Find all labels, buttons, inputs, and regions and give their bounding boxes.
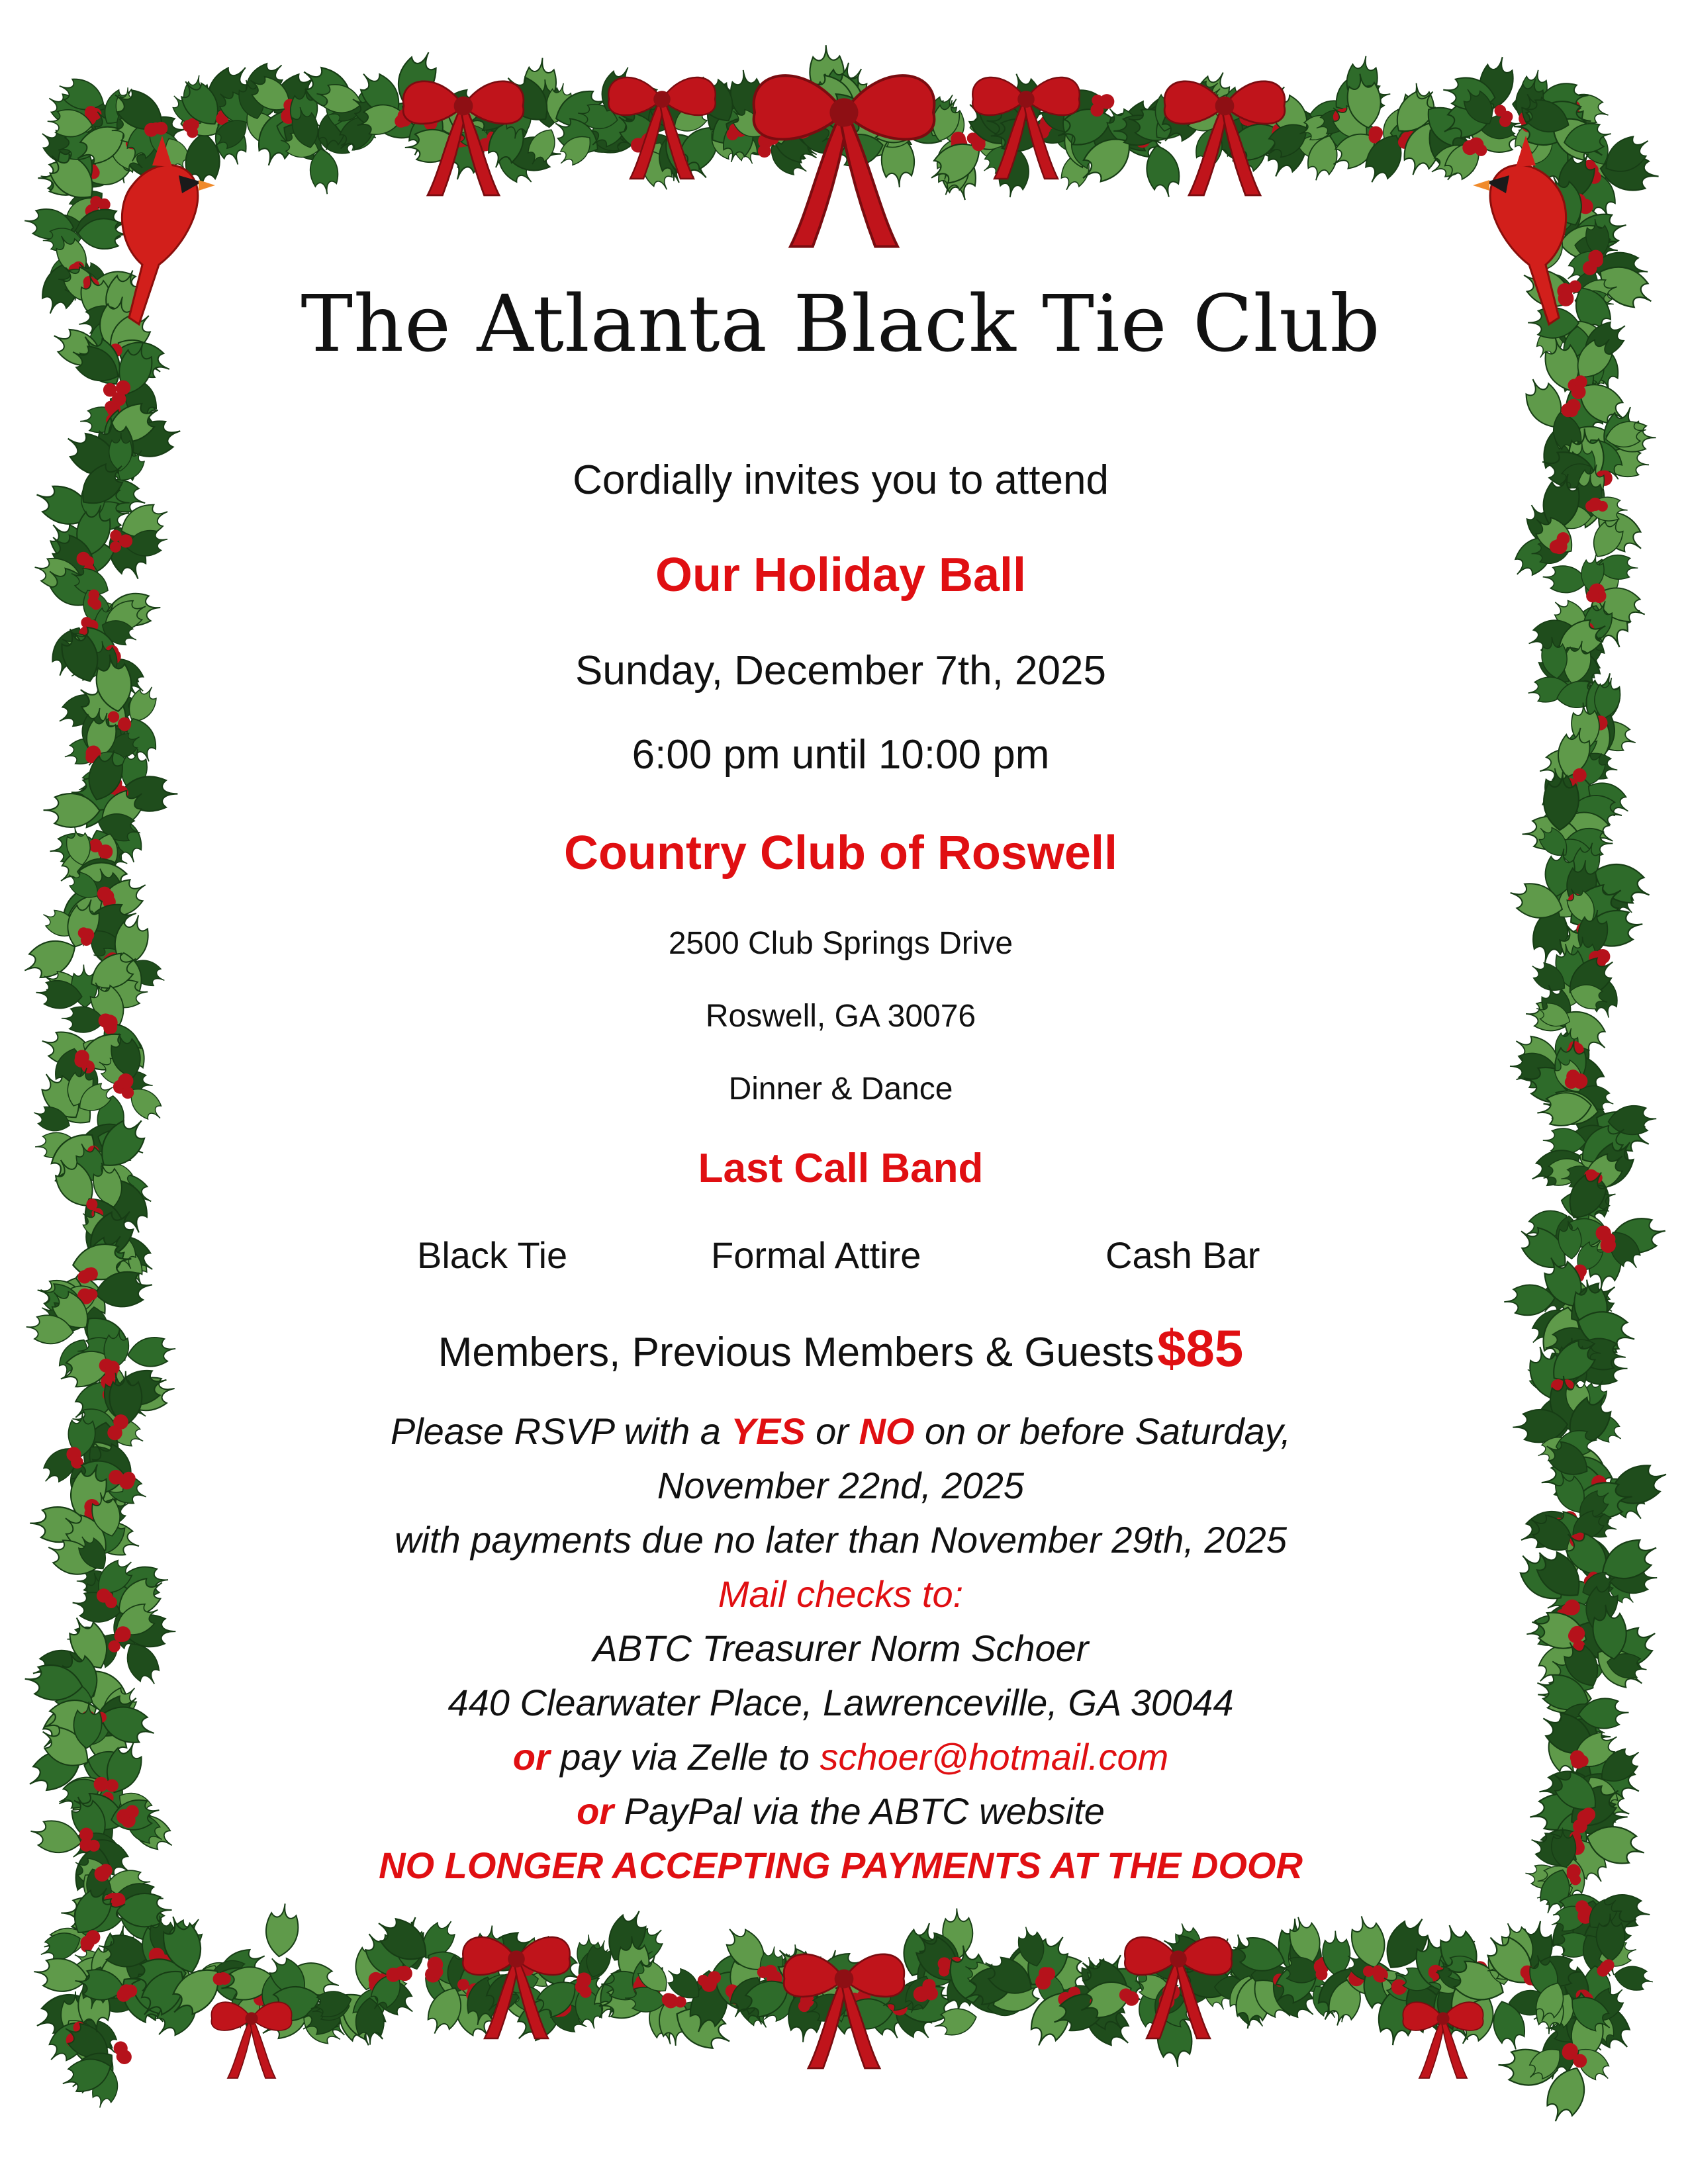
club-title: The Atlanta Black Tie Club [301, 278, 1381, 369]
rsvp-no: NO [859, 1410, 915, 1452]
price: $85 [1157, 1319, 1244, 1377]
paypal-line [278, 1790, 1403, 1833]
rsvp-text: Please RSVP with a [390, 1410, 721, 1452]
rsvp-line1 [278, 1410, 1403, 1453]
pricing-line [278, 1318, 1403, 1379]
zelle-email-link[interactable]: schoer@hotmail.com [820, 1736, 1169, 1778]
zelle-text: pay via Zelle to [560, 1736, 810, 1778]
or-label: or [577, 1790, 614, 1832]
attire-black-tie: Black Tie [417, 1234, 568, 1276]
mail-label: Mail checks to: [718, 1573, 964, 1615]
attire-formal: Formal Attire [711, 1234, 921, 1276]
invite-line: Cordially invites you to attend [573, 457, 1109, 503]
red-bow-icon [1403, 2002, 1483, 2078]
rsvp-deadline-text: on or before Saturday, [925, 1410, 1291, 1452]
event-time: 6:00 pm until 10:00 pm [632, 732, 1050, 778]
treasurer-address: 440 Clearwater Place, Lawrenceville, GA 30044 [447, 1682, 1234, 1723]
zelle-line [278, 1735, 1403, 1778]
address-line1: 2500 Club Springs Drive [668, 926, 1013, 961]
address-line2: Roswell, GA 30076 [705, 999, 976, 1034]
rsvp-or: or [816, 1410, 849, 1452]
attire-cash-bar: Cash Bar [1105, 1234, 1260, 1276]
payment-due: with payments due no later than November 29th, 2025 [395, 1519, 1287, 1561]
dinner-dance: Dinner & Dance [728, 1071, 953, 1107]
paypal-text: PayPal via the ABTC website [624, 1790, 1105, 1832]
event-name: Our Holiday Ball [655, 549, 1027, 602]
venue-name: Country Club of Roswell [564, 827, 1117, 880]
no-door-notice: NO LONGER ACCEPTING PAYMENTS AT THE DOOR [379, 1844, 1303, 1886]
or-label: or [512, 1736, 550, 1778]
pricing-text: Members, Previous Members & Guests [438, 1330, 1154, 1375]
treasurer-name: ABTC Treasurer Norm Schoer [592, 1627, 1089, 1669]
rsvp-yes: YES [731, 1410, 806, 1452]
event-date: Sunday, December 7th, 2025 [575, 648, 1106, 694]
band-name: Last Call Band [698, 1146, 984, 1191]
rsvp-line2: November 22nd, 2025 [657, 1465, 1025, 1506]
red-bow-icon [211, 2002, 291, 2078]
